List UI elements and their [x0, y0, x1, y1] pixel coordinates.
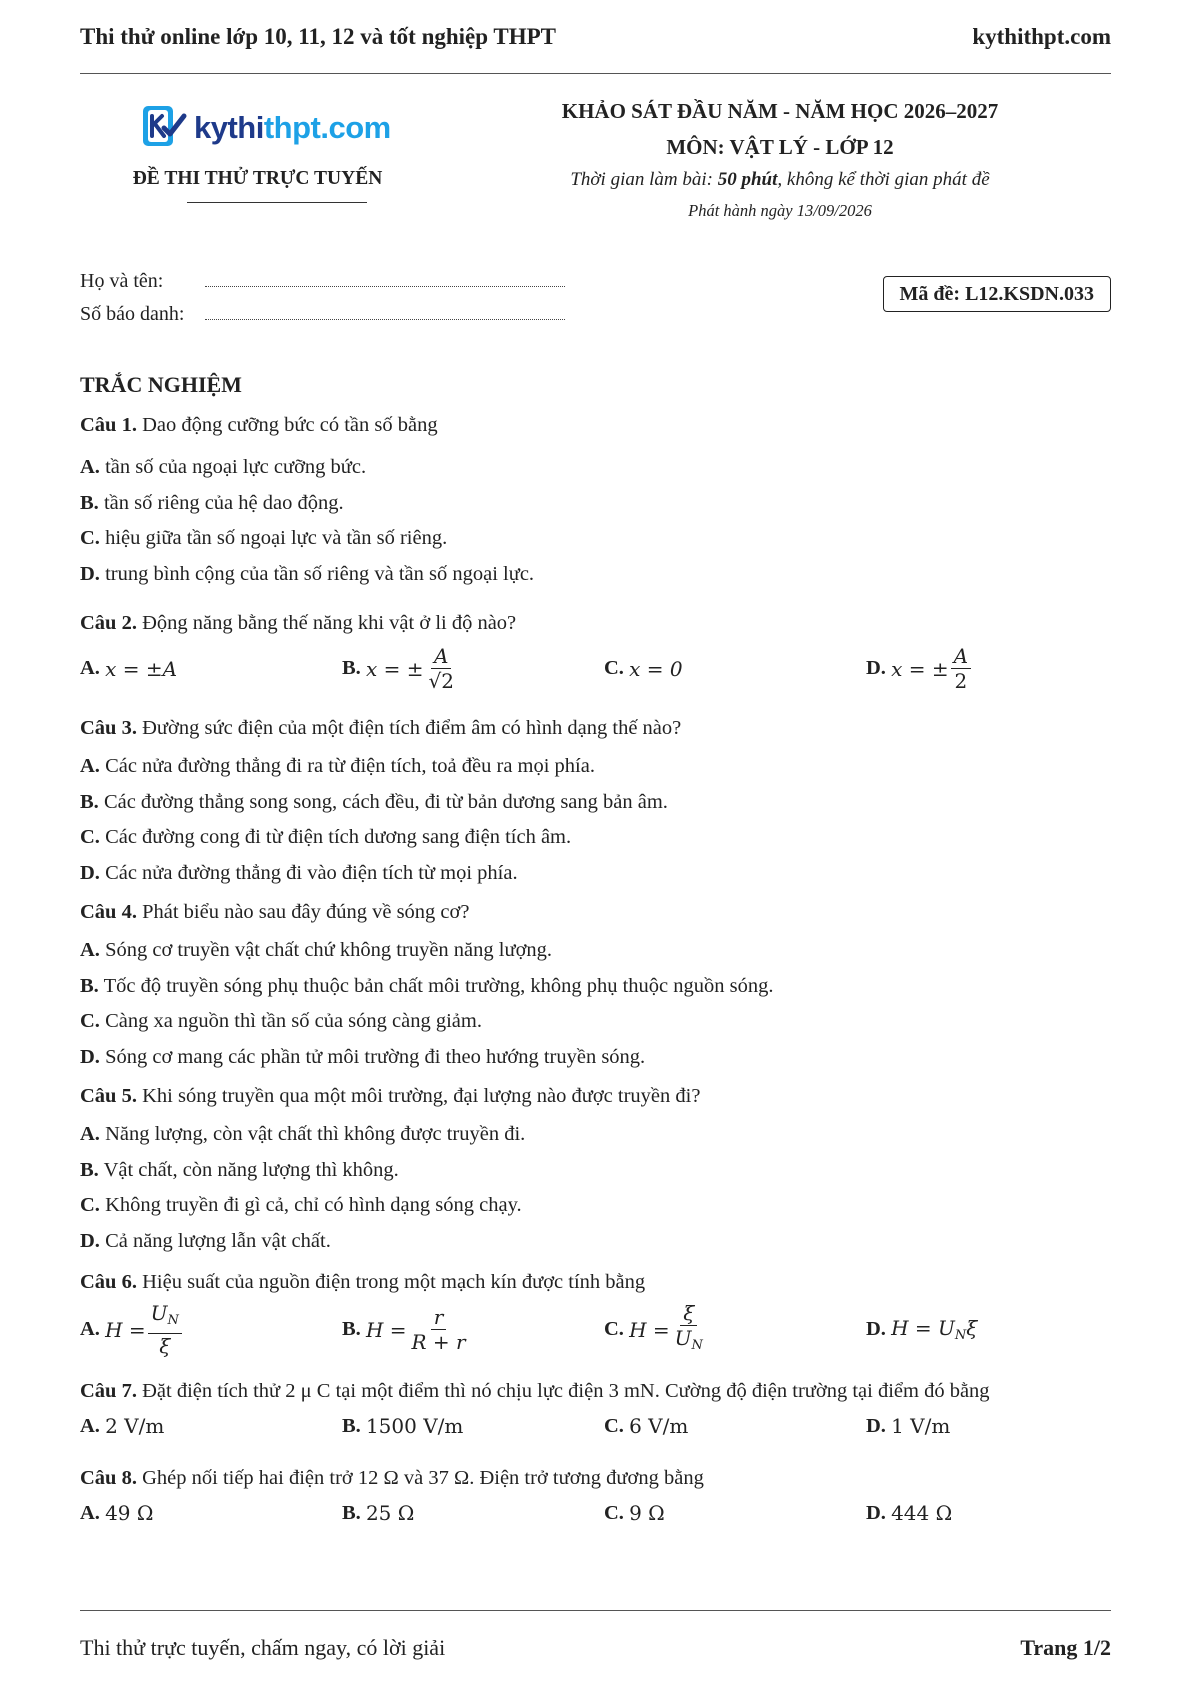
- exam-code-box: Mã đề: L12.KSDN.033: [883, 276, 1111, 312]
- question-8: [80, 1463, 1111, 1525]
- fraction-denominator: √2: [428, 669, 454, 693]
- brand-subtitle: ĐỀ THI THỬ TRỰC TUYẾN: [132, 168, 383, 189]
- option-a[interactable]: [80, 1301, 342, 1358]
- question-label: Câu 1.: [80, 414, 137, 436]
- question-text: Ghép nối tiếp hai điện trở 12 Ω và 37 Ω. Điện trở tương đương bằng: [142, 1467, 704, 1489]
- option-math: 444 Ω: [891, 1501, 953, 1525]
- option-d[interactable]: [866, 1414, 1111, 1438]
- question-text: Đường sức điện của một điện tích điểm âm có hình dạng thế nào?: [142, 717, 682, 739]
- question-7: [80, 1376, 1111, 1438]
- exam-release-date: Phát hành ngày 13/09/2026: [688, 201, 872, 220]
- option-key: A.: [80, 939, 100, 961]
- option-math: x = 0: [629, 656, 683, 681]
- option-key: C.: [80, 527, 100, 549]
- brand-logo: [140, 100, 400, 156]
- option-math: H =: [105, 1317, 146, 1342]
- option-text: tần số của ngoại lực cưỡng bức.: [105, 456, 367, 478]
- option-key: A.: [80, 657, 100, 679]
- option-math: H =: [365, 1317, 407, 1342]
- footer-rule: [80, 1610, 1111, 1611]
- option-b[interactable]: [342, 1414, 604, 1438]
- footer-tagline: Thi thử trực tuyến, chấm ngay, có lời giải: [80, 1635, 446, 1660]
- option-math: 9 Ω: [629, 1501, 665, 1525]
- option-key: D.: [80, 1045, 100, 1068]
- option-c[interactable]: [80, 521, 1111, 557]
- option-c[interactable]: [604, 1414, 866, 1438]
- option-math: 1500 V/m: [365, 1414, 464, 1438]
- option-text: Năng lượng, còn vật chất thì không được truyền đi.: [105, 1123, 526, 1145]
- option-a[interactable]: [80, 1414, 342, 1438]
- option-key: A.: [80, 1318, 100, 1340]
- logo-text-light: thpt.com: [263, 110, 391, 145]
- option-math: 49 Ω: [105, 1501, 154, 1525]
- top-header: [80, 22, 1111, 52]
- question-label: Câu 6.: [80, 1271, 137, 1293]
- question-label: Câu 4.: [80, 901, 137, 923]
- exam-title: KHẢO SÁT ĐẦU NĂM - NĂM HỌC 2026–2027: [561, 99, 999, 123]
- question-label: Câu 2.: [80, 612, 137, 634]
- exam-heading: [540, 96, 1020, 224]
- question-label: Câu 8.: [80, 1467, 137, 1489]
- option-c[interactable]: [604, 1501, 866, 1525]
- option-key: C.: [80, 1010, 100, 1032]
- option-b[interactable]: [342, 1305, 604, 1354]
- option-key: B.: [342, 1414, 361, 1437]
- fraction-numerator: A: [951, 644, 971, 669]
- option-text: Cả năng lượng lẫn vật chất.: [105, 1229, 331, 1252]
- option-key: B.: [342, 1501, 361, 1524]
- option-b[interactable]: [80, 785, 1111, 821]
- option-key: C.: [80, 1194, 100, 1216]
- option-d[interactable]: [80, 856, 1111, 892]
- option-key: D.: [866, 657, 886, 679]
- question-3: [80, 713, 1111, 891]
- option-key: A.: [80, 755, 100, 777]
- fraction: [951, 644, 971, 693]
- option-text: tần số riêng của hệ dao động.: [103, 491, 344, 514]
- logo-icon: [140, 102, 190, 154]
- question-text: Khi sóng truyền qua một môi trường, đại lượng nào được truyền đi?: [142, 1085, 701, 1107]
- option-text: Càng xa nguồn thì tần số của sóng càng giảm.: [105, 1010, 482, 1032]
- option-math: 2 V/m: [105, 1414, 165, 1438]
- option-key: C.: [80, 826, 100, 848]
- exam-time-value: 50 phút: [717, 169, 778, 190]
- exam-time-suffix: , không kể thời gian phát đề: [777, 169, 990, 190]
- fraction: [148, 1301, 182, 1358]
- option-text: hiệu giữa tần số ngoại lực và tần số riêng.: [105, 527, 448, 549]
- option-math: 6 V/m: [629, 1414, 689, 1438]
- brand-underline: [187, 202, 367, 203]
- question-label: Câu 7.: [80, 1380, 137, 1402]
- logo-text-dark: kythi: [194, 110, 264, 145]
- option-a[interactable]: [80, 933, 1111, 969]
- option-c[interactable]: [80, 1004, 1111, 1040]
- id-label: Số báo danh:: [80, 303, 185, 325]
- page-number: Trang 1/2: [1020, 1635, 1111, 1660]
- option-key: B.: [342, 1318, 361, 1340]
- header-left-text: Thi thử online lớp 10, 11, 12 và tốt nghiệp THPT: [80, 24, 556, 49]
- question-label: Câu 5.: [80, 1085, 137, 1107]
- fraction: [672, 1301, 706, 1358]
- exam-time: [540, 166, 1020, 194]
- option-b[interactable]: [342, 644, 604, 693]
- option-b[interactable]: [80, 969, 1111, 1005]
- option-text: trung bình cộng của tần số riêng và tần số ngoại lực.: [105, 562, 535, 585]
- option-d[interactable]: [866, 1501, 1111, 1525]
- option-key: D.: [80, 861, 100, 884]
- option-key: D.: [80, 562, 100, 585]
- id-field[interactable]: [205, 305, 565, 320]
- option-d[interactable]: [80, 1224, 1111, 1260]
- fraction-numerator: r: [431, 1305, 447, 1330]
- header-rule: [80, 73, 1111, 74]
- option-c[interactable]: [604, 1301, 866, 1358]
- option-text: Các nửa đường thẳng đi ra từ điện tích, toả đều ra mọi phía.: [105, 755, 595, 777]
- option-math: H =: [629, 1317, 670, 1342]
- fraction: [409, 1305, 469, 1354]
- option-d[interactable]: [80, 1040, 1111, 1076]
- page-footer: [80, 1635, 1111, 1661]
- option-d[interactable]: [866, 644, 1111, 693]
- question-label: Câu 3.: [80, 717, 137, 739]
- fraction: [425, 644, 456, 693]
- option-math: x = ±A: [105, 656, 178, 681]
- question-text: Dao động cưỡng bức có tần số bằng: [142, 414, 438, 436]
- option-b[interactable]: [80, 486, 1111, 522]
- option-text: Các đường cong đi từ điện tích dương sang điện tích âm.: [105, 826, 572, 848]
- logo-wordmark: [194, 110, 391, 146]
- option-key: B.: [80, 790, 99, 813]
- question-text: Động năng bằng thế năng khi vật ở li độ nào?: [142, 612, 517, 634]
- option-key: C.: [604, 1501, 624, 1524]
- option-key: D.: [866, 1318, 886, 1340]
- option-math: x = ±: [365, 656, 424, 681]
- option-key: D.: [80, 1229, 100, 1252]
- option-math: 1 V/m: [891, 1414, 951, 1438]
- option-b[interactable]: [342, 1501, 604, 1525]
- option-text: Các nửa đường thẳng đi vào điện tích từ mọi phía.: [105, 861, 518, 884]
- question-4: [80, 897, 1111, 1075]
- option-c[interactable]: [80, 1188, 1111, 1224]
- exam-time-prefix: Thời gian làm bài:: [570, 169, 718, 190]
- option-math: x = ±: [891, 656, 949, 681]
- option-a[interactable]: [80, 749, 1111, 785]
- exam-subject: MÔN: VẬT LÝ - LỚP 12: [666, 135, 894, 159]
- option-text: Sóng cơ truyền vật chất chứ không truyền năng lượng.: [105, 939, 553, 961]
- student-info: [80, 265, 565, 331]
- option-a[interactable]: [80, 657, 342, 681]
- option-c[interactable]: [604, 657, 866, 681]
- fraction-numerator: ξ: [680, 1301, 697, 1326]
- option-key: D.: [866, 1501, 886, 1524]
- exam-page: [80, 0, 1111, 1684]
- option-math: $H = U_N\xi$: [891, 1316, 978, 1343]
- option-d[interactable]: [866, 1316, 1111, 1343]
- fraction-denominator: ξ: [159, 1334, 171, 1358]
- fraction-denominator: 2: [954, 669, 968, 693]
- option-text: Các đường thẳng song song, cách đều, đi từ bản dương sang bản âm.: [103, 790, 668, 813]
- option-key: B.: [80, 1158, 99, 1181]
- header-site-name: kythithpt.com: [972, 24, 1111, 49]
- fraction-denominator: $U_N$: [674, 1326, 703, 1353]
- question-1: [80, 410, 1111, 592]
- option-key: B.: [80, 491, 99, 514]
- question-text: Đặt điện tích thử 2 μ C tại một điểm thì nó chịu lực điện 3 mN. Cường độ điện trường tại điểm đó bằng: [142, 1380, 990, 1402]
- option-key: B.: [342, 657, 361, 679]
- option-text: Không truyền đi gì cả, chỉ có hình dạng sóng chạy.: [105, 1194, 522, 1216]
- option-text: Vật chất, còn năng lượng thì không.: [103, 1158, 399, 1181]
- question-5: [80, 1081, 1111, 1259]
- option-a[interactable]: [80, 1501, 342, 1525]
- option-d[interactable]: [80, 557, 1111, 593]
- option-a[interactable]: [80, 450, 1111, 486]
- option-c[interactable]: [80, 820, 1111, 856]
- name-field[interactable]: [205, 272, 565, 287]
- option-key: B.: [80, 974, 99, 997]
- option-key: D.: [866, 1414, 886, 1437]
- option-text: Sóng cơ mang các phần tử môi trường đi theo hướng truyền sóng.: [105, 1045, 646, 1068]
- option-key: C.: [604, 1414, 624, 1437]
- option-key: C.: [604, 1318, 624, 1340]
- fraction-numerator: A: [431, 644, 451, 669]
- question-6: [80, 1267, 1111, 1358]
- option-key: A.: [80, 456, 100, 478]
- name-label: Họ và tên:: [80, 270, 164, 292]
- option-key: A.: [80, 1501, 100, 1524]
- fraction-denominator: R + r: [411, 1330, 466, 1354]
- fraction-numerator: $U_N$: [148, 1301, 182, 1334]
- question-text: Hiệu suất của nguồn điện trong một mạch kín được tính bằng: [142, 1271, 646, 1293]
- option-key: C.: [604, 657, 624, 679]
- option-key: A.: [80, 1414, 100, 1437]
- option-key: A.: [80, 1123, 100, 1145]
- option-b[interactable]: [80, 1153, 1111, 1189]
- option-text: Tốc độ truyền sóng phụ thuộc bản chất môi trường, không phụ thuộc nguồn sóng.: [103, 974, 774, 997]
- question-text: Phát biểu nào sau đây đúng về sóng cơ?: [142, 901, 470, 923]
- option-math: 25 Ω: [365, 1501, 415, 1525]
- question-2: [80, 608, 1111, 693]
- section-title: TRẮC NGHIỆM: [80, 372, 242, 397]
- option-a[interactable]: [80, 1117, 1111, 1153]
